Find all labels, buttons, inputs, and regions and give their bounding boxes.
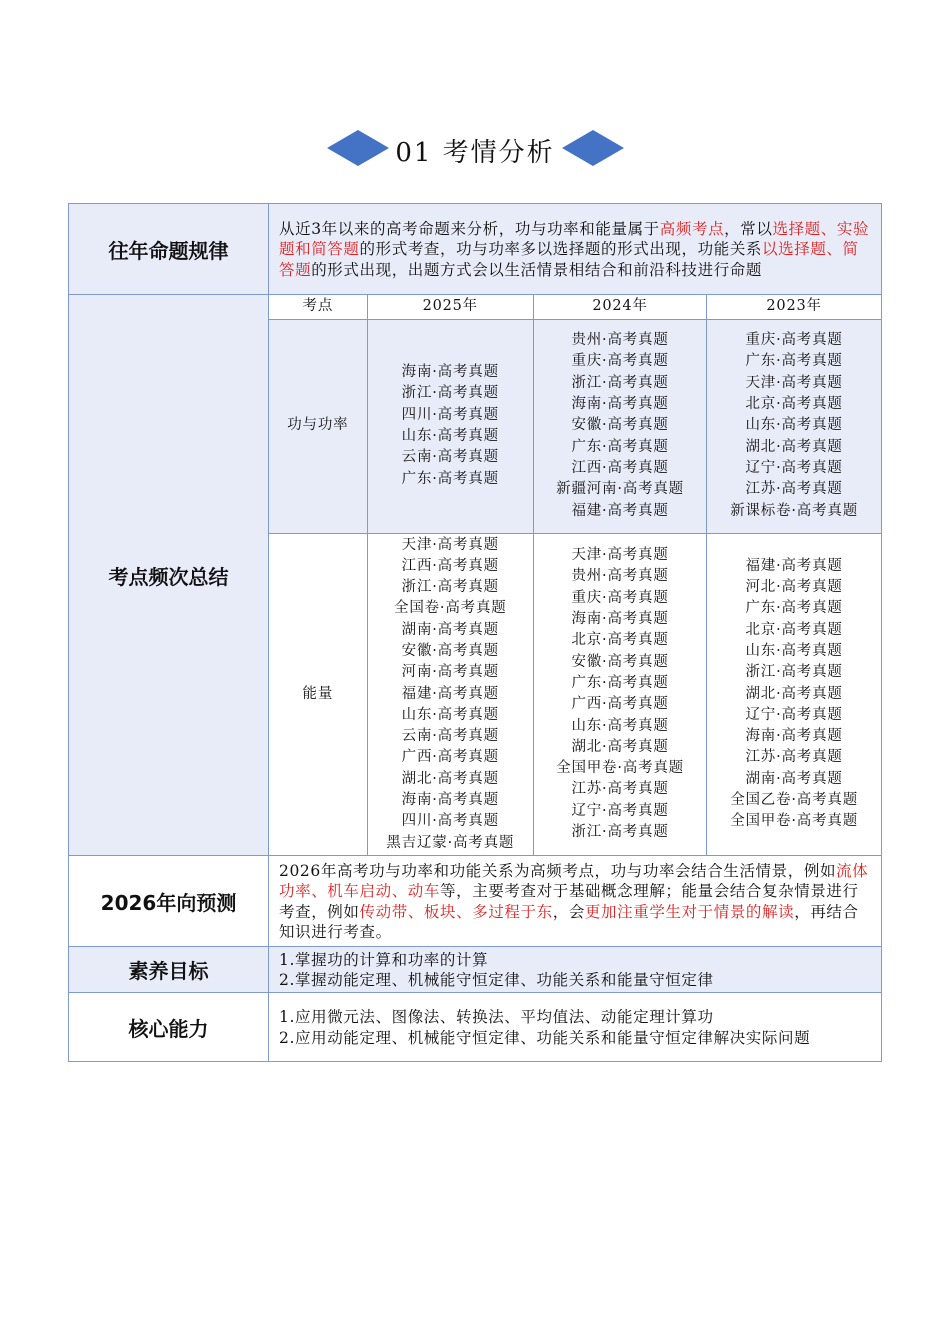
list-item: 浙江·高考真题 xyxy=(571,824,669,841)
ability-row xyxy=(69,993,882,1062)
list-item: 江西·高考真题 xyxy=(571,459,669,476)
topic-row-work-power xyxy=(269,319,881,533)
list-2024 xyxy=(533,533,706,855)
forecast-row xyxy=(69,856,882,947)
header-2023: 2023年 xyxy=(707,295,881,319)
list-item: 北京·高考真题 xyxy=(745,396,843,413)
pattern-label: 往年命题规律 xyxy=(69,204,269,295)
list-item: 海南·高考真题 xyxy=(571,611,669,628)
list-item: 山东·高考真题 xyxy=(571,717,669,734)
list-item: 海南·高考真题 xyxy=(571,396,669,413)
list-item: 广东·高考真题 xyxy=(571,674,669,691)
list-item: 云南·高考真题 xyxy=(401,449,499,466)
list-item: 新疆河南·高考真题 xyxy=(556,481,684,498)
list-item: 北京·高考真题 xyxy=(745,621,843,638)
list-item: 广西·高考真题 xyxy=(401,749,499,766)
list-item: 湖南·高考真题 xyxy=(745,770,843,787)
highlight-text: 流体功率、机车启动、动车 xyxy=(279,861,869,900)
body-text: 2026年高考功与功率和功能关系为高频考点，功与功率会结合生活情景，例如 xyxy=(279,861,837,880)
list-item: 广东·高考真题 xyxy=(745,600,843,617)
header-topic: 考点 xyxy=(269,295,367,319)
list-2024 xyxy=(533,319,706,533)
frequency-table xyxy=(269,295,881,855)
list-item: 重庆·高考真题 xyxy=(571,589,669,606)
highlight-text: 选择题、实验题和简答题 xyxy=(279,219,870,259)
list-item: 江苏·高考真题 xyxy=(745,481,843,498)
list-item: 山东·高考真题 xyxy=(401,706,499,723)
header-2024: 2024年 xyxy=(533,295,706,319)
header-2025: 2025年 xyxy=(367,295,533,319)
list-item: 黑吉辽蒙·高考真题 xyxy=(386,834,515,851)
list-item: 山东·高考真题 xyxy=(401,428,499,444)
list-item: 海南·高考真题 xyxy=(745,728,843,745)
list-item: 浙江·高考真题 xyxy=(401,579,499,596)
list-item: 重庆·高考真题 xyxy=(571,353,669,370)
frequency-row xyxy=(69,295,882,856)
list-item: 福建·高考真题 xyxy=(745,557,843,574)
page-title: 01 考情分析 xyxy=(395,138,555,168)
list-item: 河南·高考真题 xyxy=(401,664,499,681)
list-item: 湖南·高考真题 xyxy=(401,621,499,638)
diamond-right-icon xyxy=(562,130,624,166)
list-item: 1.应用微元法、图像法、转换法、平均值法、动能定理计算功 xyxy=(279,1008,714,1026)
list-2023 xyxy=(707,533,881,855)
list-item: 辽宁·高考真题 xyxy=(745,459,843,476)
list-item: 浙江·高考真题 xyxy=(745,664,843,681)
frequency-cell xyxy=(269,295,882,856)
list-item: 天津·高考真题 xyxy=(571,547,669,564)
list-item: 福建·高考真题 xyxy=(571,502,669,519)
list-item: 2.应用动能定理、机械能守恒定律、功能关系和能量守恒定律解决实际问题 xyxy=(279,1028,811,1047)
list-2025 xyxy=(367,533,533,855)
list-item: 四川·高考真题 xyxy=(401,406,499,423)
forecast-text xyxy=(269,856,882,947)
body-text: 等，主要考查对于基础概念理解；能量会结合复杂情景进行考查，例如 xyxy=(279,882,859,921)
frequency-label: 考点频次总结 xyxy=(69,295,269,856)
list-item: 广东·高考真题 xyxy=(571,438,669,455)
analysis-table xyxy=(68,203,882,1062)
list-2023 xyxy=(707,319,881,533)
list-item: 湖北·高考真题 xyxy=(745,685,843,702)
section-title xyxy=(0,126,950,172)
body-text: ，再结合知识进行考查。 xyxy=(279,902,859,941)
highlight-text: 更加注重学生对于情景的解读 xyxy=(584,902,795,921)
list-item: 湖北·高考真题 xyxy=(571,738,669,755)
list-2025 xyxy=(367,319,533,533)
list-item: 安徽·高考真题 xyxy=(571,417,669,434)
list-item: 江苏·高考真题 xyxy=(745,749,843,766)
literacy-row xyxy=(69,947,882,993)
list-item: 四川·高考真题 xyxy=(401,813,499,830)
list-item: 1.掌握功的计算和功率的计算 xyxy=(279,950,489,969)
list-item: 全国甲卷·高考真题 xyxy=(556,760,684,777)
body-text: 从近3年以来的高考命题来分析，功与功率和能量属于 xyxy=(279,219,660,238)
literacy-lines xyxy=(269,947,882,993)
list-item: 浙江·高考真题 xyxy=(571,374,669,391)
ability-lines xyxy=(269,993,882,1062)
list-item: 福建·高考真题 xyxy=(401,685,499,702)
list-item: 江西·高考真题 xyxy=(401,557,499,574)
list-item: 湖北·高考真题 xyxy=(401,770,499,787)
frequency-header-row xyxy=(269,295,881,319)
body-text: 的形式出现，出题方式会以生活情景相结合和前沿科技进行命题 xyxy=(311,260,763,279)
list-item: 全国甲卷·高考真题 xyxy=(730,813,858,830)
list-item: 江苏·高考真题 xyxy=(571,781,669,798)
list-item: 广东·高考真题 xyxy=(401,470,499,487)
ability-label: 核心能力 xyxy=(69,993,269,1062)
list-item: 广东·高考真题 xyxy=(745,353,843,370)
list-item: 海南·高考真题 xyxy=(401,792,499,809)
list-item: 贵州·高考真题 xyxy=(571,568,669,585)
forecast-label: 2026年向预测 xyxy=(69,856,269,947)
diamond-left-icon xyxy=(327,130,389,166)
highlight-text: 高频考点 xyxy=(659,219,725,238)
literacy-label: 素养目标 xyxy=(69,947,269,993)
highlight-text: 传动带、板块、多过程于东 xyxy=(359,902,553,921)
topic-name: 能量 xyxy=(269,533,367,855)
list-item: 新课标卷·高考真题 xyxy=(730,502,858,519)
list-item: 辽宁·高考真题 xyxy=(571,802,669,819)
topic-row-energy xyxy=(269,533,881,855)
list-item: 湖北·高考真题 xyxy=(745,438,843,455)
list-item: 北京·高考真题 xyxy=(571,632,669,649)
list-item: 山东·高考真题 xyxy=(745,643,843,659)
list-item: 河北·高考真题 xyxy=(745,579,843,596)
list-item: 辽宁·高考真题 xyxy=(745,706,843,723)
list-item: 2.掌握动能定理、机械能守恒定律、功能关系和能量守恒定律 xyxy=(279,971,714,989)
list-item: 全国乙卷·高考真题 xyxy=(730,792,858,809)
list-item: 安徽·高考真题 xyxy=(571,653,669,670)
list-item: 天津·高考真题 xyxy=(401,536,499,553)
list-item: 云南·高考真题 xyxy=(401,728,499,745)
list-item: 重庆·高考真题 xyxy=(745,332,843,349)
list-item: 全国卷·高考真题 xyxy=(394,600,507,617)
list-item: 山东·高考真题 xyxy=(745,417,843,434)
list-item: 海南·高考真题 xyxy=(401,364,499,381)
list-item: 安徽·高考真题 xyxy=(401,643,499,659)
highlight-text: 以选择题、简答题 xyxy=(279,240,859,279)
list-item: 浙江·高考真题 xyxy=(401,385,499,402)
body-text: ，会 xyxy=(552,902,585,921)
list-item: 贵州·高考真题 xyxy=(571,332,669,349)
list-item: 天津·高考真题 xyxy=(745,374,843,391)
pattern-text xyxy=(269,204,882,295)
topic-name: 功与功率 xyxy=(269,319,367,533)
body-text: 的形式考查，功与功率多以选择题的形式出现，功能关系 xyxy=(359,240,763,259)
pattern-row xyxy=(69,204,882,295)
list-item: 广西·高考真题 xyxy=(571,696,669,713)
body-text: ，常以 xyxy=(724,219,773,238)
